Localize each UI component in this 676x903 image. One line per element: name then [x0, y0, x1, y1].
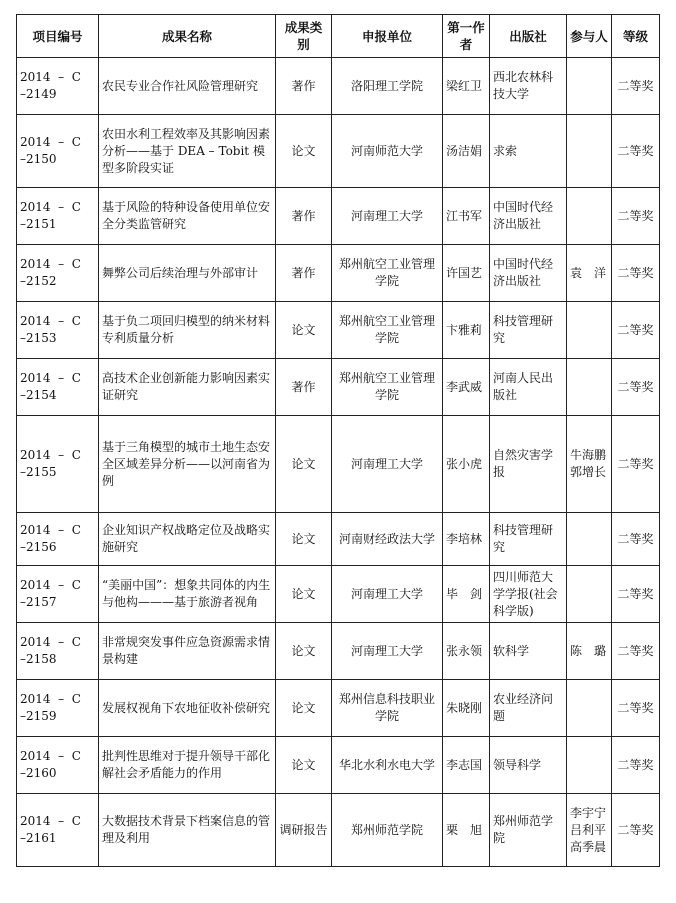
unit-cell: 郑州航空工业管理学院 [332, 245, 443, 302]
project-id-cell [17, 188, 99, 245]
project-id-number: –2157 [20, 595, 57, 609]
header-unit: 申报单位 [332, 15, 443, 58]
table-row [17, 416, 660, 513]
result-name-cell: 企业知识产权战略定位及战略实施研究 [99, 513, 276, 566]
first-author-cell: 朱晓刚 [443, 680, 490, 737]
result-name-cell: “美丽中国”：想象共同体的内生与他构———基于旅游者视角 [99, 566, 276, 623]
results-table [16, 14, 660, 867]
project-id-number: –2158 [20, 652, 57, 666]
project-id-prefix: 2014 – C [20, 692, 81, 706]
table-row [17, 245, 660, 302]
project-id-cell [17, 416, 99, 513]
level-cell: 二等奖 [612, 566, 660, 623]
publisher-cell: 科技管理研究 [490, 302, 567, 359]
project-id-prefix: 2014 – C [20, 635, 81, 649]
publisher-cell: 西北农林科技大学 [490, 58, 567, 115]
project-id-cell [17, 566, 99, 623]
project-id-number: –2160 [20, 766, 57, 780]
participants-cell: 陈 璐 [567, 623, 612, 680]
result-type-cell: 论文 [276, 513, 332, 566]
project-id-number: –2151 [20, 217, 57, 231]
publisher-cell: 河南人民出版社 [490, 359, 567, 416]
publisher-cell: 领导科学 [490, 737, 567, 794]
result-type-cell: 著作 [276, 245, 332, 302]
project-id-number: –2159 [20, 709, 57, 723]
unit-cell: 华北水利水电大学 [332, 737, 443, 794]
first-author-cell: 栗 旭 [443, 794, 490, 867]
first-author-cell: 李培林 [443, 513, 490, 566]
project-id-number: –2152 [20, 274, 57, 288]
project-id-number: –2156 [20, 540, 57, 554]
level-cell: 二等奖 [612, 188, 660, 245]
header-participants: 参与人 [567, 15, 612, 58]
first-author-cell: 张永领 [443, 623, 490, 680]
level-cell: 二等奖 [612, 680, 660, 737]
table-row [17, 566, 660, 623]
project-id-prefix: 2014 – C [20, 749, 81, 763]
participants-cell [567, 737, 612, 794]
results-table-body [17, 58, 660, 867]
result-name-cell: 农民专业合作社风险管理研究 [99, 58, 276, 115]
first-author-cell: 江书军 [443, 188, 490, 245]
project-id-cell [17, 680, 99, 737]
project-id-prefix: 2014 – C [20, 135, 81, 149]
project-id-cell [17, 794, 99, 867]
unit-cell: 河南师范大学 [332, 115, 443, 188]
publisher-cell: 求索 [490, 115, 567, 188]
level-cell: 二等奖 [612, 513, 660, 566]
project-id-number: –2153 [20, 331, 57, 345]
result-type-cell: 论文 [276, 416, 332, 513]
level-cell: 二等奖 [612, 359, 660, 416]
participants-cell: 袁 洋 [567, 245, 612, 302]
participants-cell [567, 566, 612, 623]
participants-cell [567, 302, 612, 359]
result-name-cell: 批判性思维对于提升领导干部化解社会矛盾能力的作用 [99, 737, 276, 794]
result-name-cell: 大数据技术背景下档案信息的管理及利用 [99, 794, 276, 867]
project-id-prefix: 2014 – C [20, 70, 81, 84]
result-name-cell: 非常规突发事件应急资源需求情景构建 [99, 623, 276, 680]
header-publisher: 出版社 [490, 15, 567, 58]
result-name-cell: 基于负二项回归模型的纳米材料专利质量分析 [99, 302, 276, 359]
unit-cell: 郑州航空工业管理学院 [332, 359, 443, 416]
table-row [17, 737, 660, 794]
publisher-cell: 四川师范大学学报(社会科学版) [490, 566, 567, 623]
level-cell: 二等奖 [612, 416, 660, 513]
header-row [17, 15, 660, 58]
publisher-cell: 郑州师范学院 [490, 794, 567, 867]
first-author-cell: 许国艺 [443, 245, 490, 302]
project-id-prefix: 2014 – C [20, 314, 81, 328]
result-type-cell: 论文 [276, 566, 332, 623]
header-result-type: 成果类别 [276, 15, 332, 58]
publisher-cell: 自然灾害学报 [490, 416, 567, 513]
unit-cell: 河南理工大学 [332, 566, 443, 623]
first-author-cell: 梁红卫 [443, 58, 490, 115]
publisher-cell: 农业经济问题 [490, 680, 567, 737]
result-name-cell: 基于三角模型的城市土地生态安全区域差异分析——以河南省为例 [99, 416, 276, 513]
header-first-author: 第一作者 [443, 15, 490, 58]
table-row [17, 359, 660, 416]
header-level: 等级 [612, 15, 660, 58]
result-type-cell: 著作 [276, 58, 332, 115]
first-author-cell: 汤洁娟 [443, 115, 490, 188]
first-author-cell: 李志国 [443, 737, 490, 794]
first-author-cell: 毕 剑 [443, 566, 490, 623]
project-id-prefix: 2014 – C [20, 371, 81, 385]
project-id-cell [17, 513, 99, 566]
first-author-cell: 卞雅莉 [443, 302, 490, 359]
participants-cell [567, 513, 612, 566]
participants-cell: 牛海鹏郭增长 [567, 416, 612, 513]
table-row [17, 623, 660, 680]
result-name-cell: 舞弊公司后续治理与外部审计 [99, 245, 276, 302]
table-row [17, 302, 660, 359]
result-name-cell: 高技术企业创新能力影响因素实证研究 [99, 359, 276, 416]
participants-cell [567, 58, 612, 115]
result-type-cell: 论文 [276, 680, 332, 737]
project-id-cell [17, 58, 99, 115]
unit-cell: 河南理工大学 [332, 188, 443, 245]
unit-cell: 洛阳理工学院 [332, 58, 443, 115]
project-id-cell [17, 245, 99, 302]
project-id-cell [17, 623, 99, 680]
unit-cell: 郑州师范学院 [332, 794, 443, 867]
header-project-id: 项目编号 [17, 15, 99, 58]
level-cell: 二等奖 [612, 245, 660, 302]
unit-cell: 河南理工大学 [332, 416, 443, 513]
result-type-cell: 论文 [276, 737, 332, 794]
participants-cell [567, 115, 612, 188]
result-type-cell: 著作 [276, 188, 332, 245]
table-row [17, 680, 660, 737]
result-type-cell: 论文 [276, 115, 332, 188]
project-id-prefix: 2014 – C [20, 200, 81, 214]
publisher-cell: 科技管理研究 [490, 513, 567, 566]
project-id-number: –2161 [20, 831, 57, 845]
project-id-cell [17, 115, 99, 188]
unit-cell: 河南财经政法大学 [332, 513, 443, 566]
project-id-prefix: 2014 – C [20, 257, 81, 271]
table-row [17, 188, 660, 245]
project-id-number: –2154 [20, 388, 57, 402]
table-row [17, 58, 660, 115]
project-id-cell [17, 302, 99, 359]
first-author-cell: 张小虎 [443, 416, 490, 513]
unit-cell: 河南理工大学 [332, 623, 443, 680]
publisher-cell: 软科学 [490, 623, 567, 680]
table-row [17, 115, 660, 188]
level-cell: 二等奖 [612, 794, 660, 867]
header-result-name: 成果名称 [99, 15, 276, 58]
project-id-prefix: 2014 – C [20, 578, 81, 592]
table-row [17, 513, 660, 566]
level-cell: 二等奖 [612, 737, 660, 794]
level-cell: 二等奖 [612, 623, 660, 680]
level-cell: 二等奖 [612, 58, 660, 115]
project-id-cell [17, 359, 99, 416]
project-id-prefix: 2014 – C [20, 523, 81, 537]
level-cell: 二等奖 [612, 302, 660, 359]
participants-cell: 李宇宁吕利平高季晨 [567, 794, 612, 867]
result-name-cell: 农田水利工程效率及其影响因素分析——基于 DEA – Tobit 模型多阶段实证 [99, 115, 276, 188]
project-id-number: –2155 [20, 465, 57, 479]
project-id-cell [17, 737, 99, 794]
result-type-cell: 论文 [276, 302, 332, 359]
results-table-wrapper [16, 14, 660, 867]
publisher-cell: 中国时代经济出版社 [490, 188, 567, 245]
result-type-cell: 论文 [276, 623, 332, 680]
unit-cell: 郑州航空工业管理学院 [332, 302, 443, 359]
publisher-cell: 中国时代经济出版社 [490, 245, 567, 302]
project-id-prefix: 2014 – C [20, 448, 81, 462]
level-cell: 二等奖 [612, 115, 660, 188]
result-type-cell: 调研报告 [276, 794, 332, 867]
result-name-cell: 发展权视角下农地征收补偿研究 [99, 680, 276, 737]
participants-cell [567, 188, 612, 245]
participants-cell [567, 359, 612, 416]
table-row [17, 794, 660, 867]
project-id-prefix: 2014 – C [20, 814, 81, 828]
unit-cell: 郑州信息科技职业学院 [332, 680, 443, 737]
participants-cell [567, 680, 612, 737]
result-name-cell: 基于风险的特种设备使用单位安全分类监管研究 [99, 188, 276, 245]
project-id-number: –2149 [20, 87, 57, 101]
result-type-cell: 著作 [276, 359, 332, 416]
first-author-cell: 李武威 [443, 359, 490, 416]
project-id-number: –2150 [20, 152, 57, 166]
